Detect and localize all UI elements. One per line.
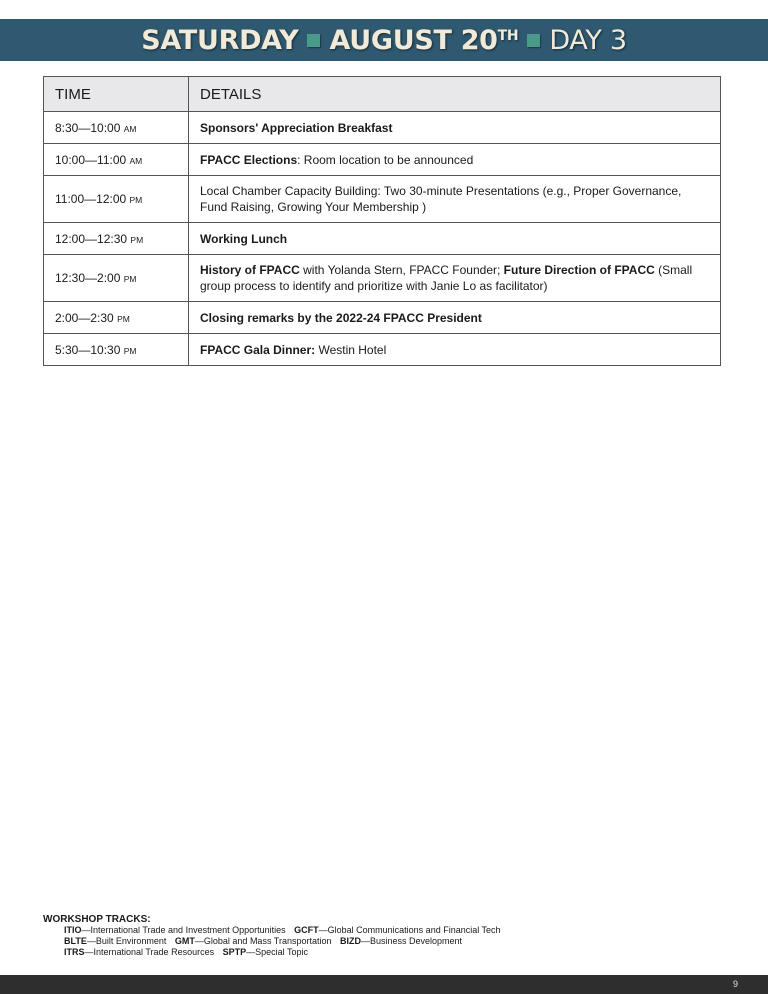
details-cell: FPACC Elections: Room location to be announced xyxy=(189,144,721,176)
table-row xyxy=(44,144,721,176)
banner-day-number: DAY 3 xyxy=(549,24,627,56)
details-cell: Local Chamber Capacity Building: Two 30-minute Presentations (e.g., Proper Governance, Fund Raising, Growing Your Membership ) xyxy=(189,176,721,223)
table-row xyxy=(44,112,721,144)
page-number: 9 xyxy=(732,979,738,989)
square-bullet-icon xyxy=(307,34,320,47)
banner-weekday: SATURDAY xyxy=(141,24,299,56)
tracks-line: BLTE—Built Environment GMT—Global and Mass Transportation BIZD—Business Development xyxy=(64,936,463,946)
details-cell: FPACC Gala Dinner: Westin Hotel xyxy=(189,334,721,366)
tracks-line: ITIO—International Trade and Investment Opportunities GCFT—Global Communications and Financial Tech xyxy=(64,925,501,935)
header-details: DETAILS xyxy=(189,77,721,112)
table-header-row xyxy=(44,77,721,112)
table-row xyxy=(44,334,721,366)
square-bullet-icon xyxy=(527,34,540,47)
table-row xyxy=(44,223,721,255)
schedule-table xyxy=(43,76,721,366)
details-cell: Sponsors' Appreciation Breakfast xyxy=(189,112,721,144)
tracks-heading: WORKSHOP TRACKS: xyxy=(43,914,151,925)
workshop-tracks-legend xyxy=(43,914,501,958)
header-time: TIME xyxy=(44,77,189,112)
table-row xyxy=(44,176,721,223)
details-cell: History of FPACC with Yolanda Stern, FPACC Founder; Future Direction of FPACC (Small group process to identify and prioritize with Janie Lo as facilitator) xyxy=(189,255,721,302)
time-cell: 2:00—2:30 PM xyxy=(44,302,189,334)
banner-date: AUGUST 20 xyxy=(329,24,498,56)
time-cell: 12:00—12:30 PM xyxy=(44,223,189,255)
banner-date-suffix: TH xyxy=(497,28,519,44)
page-footer xyxy=(0,975,768,994)
details-cell: Working Lunch xyxy=(189,223,721,255)
tracks-line: ITRS—International Trade Resources SPTP—Special Topic xyxy=(64,947,308,957)
table-row xyxy=(44,302,721,334)
time-cell: 11:00—12:00 PM xyxy=(44,176,189,223)
time-cell: 10:00—11:00 AM xyxy=(44,144,189,176)
details-cell: Closing remarks by the 2022-24 FPACC President xyxy=(189,302,721,334)
time-cell: 8:30—10:00 AM xyxy=(44,112,189,144)
time-cell: 12:30—2:00 PM xyxy=(44,255,189,302)
table-row xyxy=(44,255,721,302)
day-banner xyxy=(0,19,768,61)
time-cell: 5:30—10:30 PM xyxy=(44,334,189,366)
